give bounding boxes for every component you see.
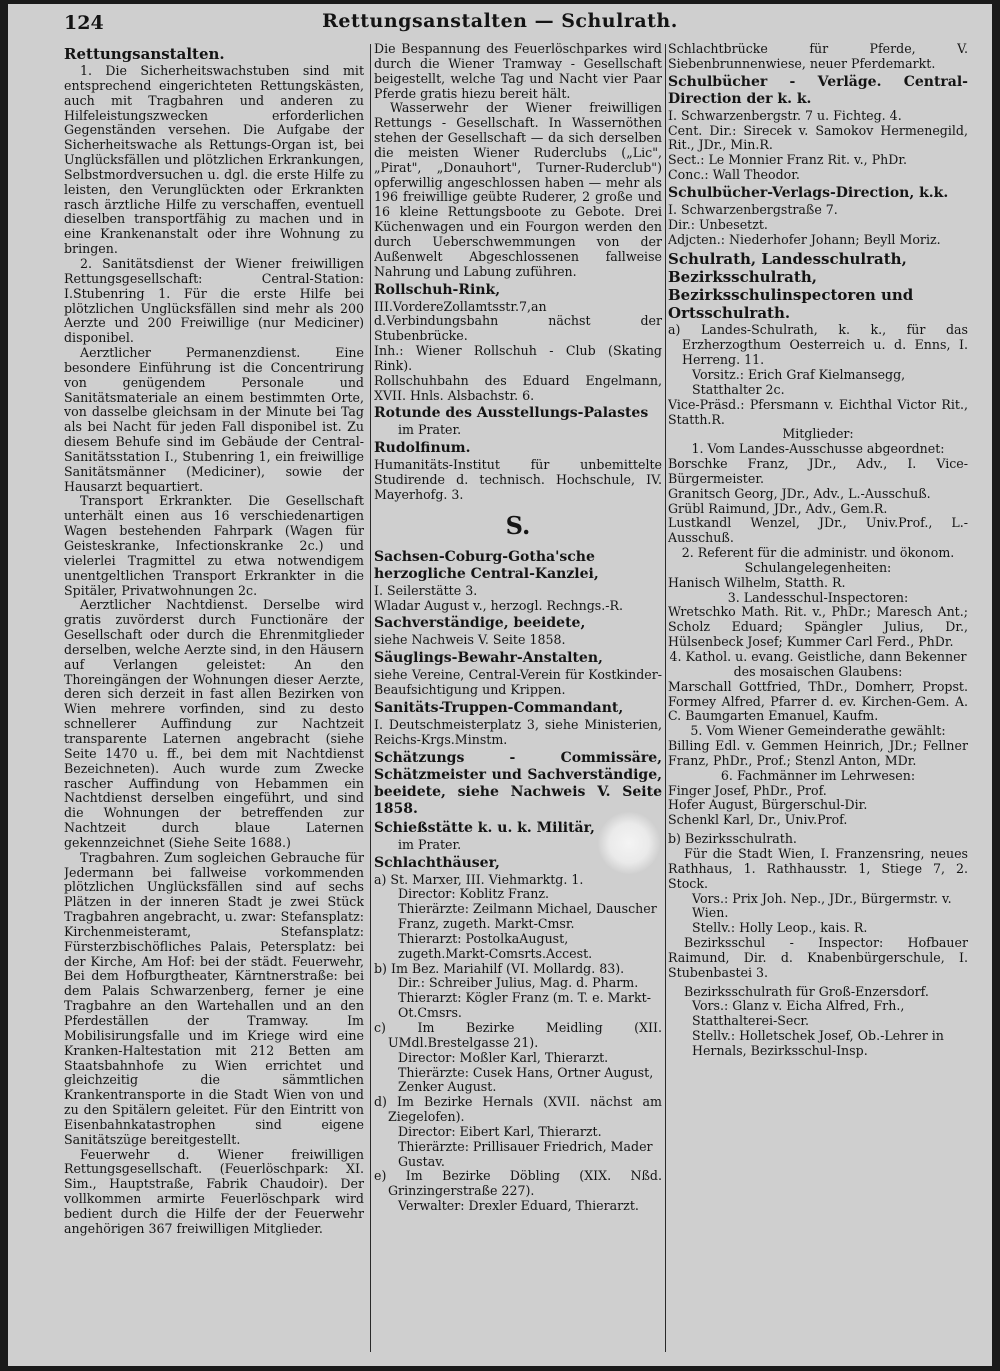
entry-text: Wretschko Math. Rit. v., PhDr.; Maresch Ant.; Scholz Eduard; Spängler Julius, Dr., Hülsenbeck Josef; Kummer Carl Ferd., PhDr. [668, 604, 968, 650]
entry-text: 4. Kathol. u. evang. Geistliche, dann Bekenner des mosaischen Glaubens: [669, 649, 967, 679]
entry-text: Vorsitz.: Erich Graf Kielmansegg, Statthalter 2c. [692, 366, 906, 397]
section-letter: S. [505, 510, 531, 540]
entry-text: Thierärzte: Zeilmann Michael, Dauscher Franz, zugeth. Markt-Cmsr. [398, 901, 657, 932]
entry-text: Borschke Franz, JDr., Adv., I. Vice-Bürgermeister. [668, 456, 968, 486]
entry-text: Mitglieder: [782, 426, 854, 442]
column-middle [374, 42, 662, 1354]
entry-text: Adjcten.: Niederhofer Johann; Beyll Moriz. [668, 231, 941, 247]
paper-stain [598, 812, 660, 874]
entry-text: Für die Stadt Wien, I. Franzensring, neues Rathhaus, 1. Rathhausstr. 1, Stiege 7, 2. Stock. [668, 845, 968, 891]
entry-text: Die Bespannung des Feuerlöschparkes wird durch die Wiener Tramway - Gesellschaft beigestellt, welche Tag und Nacht vier Paar Pferde gratis hiezu bereit hält. [374, 42, 662, 101]
entry-text: Hofer August, Bürgerschul-Dir. [668, 797, 868, 813]
entry-text: 2. Sanitätsdienst der Wiener freiwilligen Rettungsgesellschaft: Central-Station: I.Stubenring 1. Für die erste Hilfe bei plötzlichen Unglücksfällen sind mehr als 200 Aerzte und 200 Freiwillige (nur Mediciner) disponibel. [64, 255, 364, 346]
column-rule [370, 44, 371, 1352]
entry-text: b) Bezirksschulrath. [668, 831, 797, 847]
entry-text: 6. Fachmänner im Lehrwesen: [720, 767, 916, 783]
entry-heading: Sachsen-Coburg-Gotha'sche herzogliche Central-Kanzlei, [374, 548, 599, 582]
entry-text: Director: Moßler Karl, Thierarzt. [398, 1049, 609, 1065]
entry-text: Hanisch Wilhelm, Statth. R. [668, 574, 846, 590]
entry-text: Rollschuhbahn des Eduard Engelmann, XVII. Hnls. Alsbachstr. 6. [374, 372, 662, 403]
entry-text: d) Im Bezirke Hernals (XVII. nächst am Ziegelofen). [374, 1094, 662, 1125]
entry-text: III.VordereZollamtsstr.7,an d.Verbindungsbahn nächst der Stubenbrücke. [374, 298, 662, 344]
entry-text: Wladar August v., herzogl. Rechngs.-R. [374, 597, 623, 613]
entry-text: I. Seilerstätte 3. [374, 582, 478, 598]
page-header [8, 4, 992, 38]
entry-text: siehe Nachweis V. Seite 1858. [374, 632, 566, 648]
column-left [64, 42, 364, 1354]
entry-text: Transport Erkrankter. Die Gesellschaft unterhält einen aus 16 verschiedenartigen Wagen bestehenden Fahrpark (Wagen für Geisteskranke, Infectionskranke 2c.) und vielerlei Tragmittel zu etwa notwendigem unentgeltlichen Transport Erkrankter in die Spitäler, Privatwohnungen 2c. [64, 493, 364, 598]
entry-text: Grübl Raimund, JDr., Adv., Gem.R. [668, 500, 888, 516]
entry-heading: Schulbücher-Verlags-Direction, k.k. [668, 184, 949, 201]
entry-text: im Prater. [398, 836, 462, 852]
entry-heading: Rotunde des Ausstellungs-Palastes [374, 405, 649, 422]
entry-text: Stellv.: Holly Leop., kais. R. [692, 920, 868, 936]
entry-text: Wasserwehr der Wiener freiwilligen Rettungs - Gesellschaft. In Wassernöthen stehen der Gesellschaft — da sich derselben die meisten Wiener Ruderclubs („Lic", „Pirat", „Donauhort", Turner-Ruderclub") opferwillig angeschlossen haben — mehr als 196 freiwillige geübte Ruderer, 2 große und 16 kleine Rettungsboote zu Gebote. Drei Küchenwagen und ein Fourgon werden den durch Ueberschwemmungen von der Außenwelt Abgeschlossenen fallweise Nahrung und Labung zuführen. [374, 100, 662, 279]
entry-text: Billing Edl. v. Gemmen Heinrich, JDr.; Fellner Franz, PhDr., Prof.; Stenzl Anton, MDr. [668, 738, 968, 768]
entry-text: 1. Vom Landes-Ausschusse abgeordnet: [691, 441, 945, 457]
running-head: Rettungsanstalten — Schulrath. [322, 10, 678, 32]
entry-text: Dir.: Schreiber Julius, Mag. d. Pharm. [398, 975, 639, 991]
entry-text: a) Landes-Schulrath, k. k., für das Erzherzogthum Oesterreich u. d. Enns, I. Herreng. 11. [668, 322, 968, 368]
entry-text: Humanitäts-Institut für unbemittelte Studirende d. technisch. Hochschule, IV. Mayerhofg. 3. [374, 457, 662, 502]
entry-text: I. Deutschmeisterplatz 3, siehe Ministerien, Reichs-Krgs.Minstm. [374, 717, 662, 747]
entry-text: Sect.: Le Monnier Franz Rit. v., PhDr. [668, 152, 908, 168]
entry-text: Cent. Dir.: Sirecek v. Samokov Hermenegild, Rit., JDr., Min.R. [668, 122, 968, 153]
entry-heading: Schulrath, Landesschulrath, Bezirksschulrath, Bezirksschulinspectoren und Ortsschulrath. [668, 250, 914, 323]
entry-text: 2. Referent für die administr. und ökonom. Schulangelegenheiten: [681, 545, 955, 575]
entry-text: b) Im Bez. Mariahilf (VI. Mollardg. 83). [374, 960, 625, 976]
entry-text: Feuerwehr d. Wiener freiwilligen Rettungsgesellschaft. (Feuerlöschpark: XI. Sim., Hauptstraße, Fabrik Chaudoir). Der vollkommen armirte Feuerlöschpark wird bedient durch die Hilfe der der Feuerwehr angehörigen 367 freiwilligen Mitglieder. [64, 1146, 364, 1236]
entry-heading: Schätzungs - Commissäre, Schätzmeister und Sachverständige, beeidete, siehe Nachweis V. Seite 1858. [374, 749, 662, 817]
entry-text: Finger Josef, PhDr., Prof. [668, 782, 827, 798]
entry-text: Bezirksschulrath für Groß-Enzersdorf. [684, 983, 929, 999]
entry-text: e) Im Bezirke Döbling (XIX. Nßd. Grinzingerstraße 227). [374, 1168, 662, 1199]
entry-text: a) St. Marxer, III. Viehmarktg. 1. [374, 871, 584, 887]
entry-text: 5. Vom Wiener Gemeinderathe gewählt: [690, 723, 946, 739]
entry-text: siehe Vereine, Central-Verein für Kostkinder-Beaufsichtigung und Krippen. [374, 667, 662, 698]
entry-text: Thierarzt: PostolkaAugust, zugeth.Markt-Comsrts.Accest. [398, 930, 593, 961]
entry-text: Dir.: Unbesetzt. [668, 216, 768, 232]
entry-text: Bezirksschul - Inspector: Hofbauer Raimund, Dir. d. Knabenbürgerschule, I. Stubenbastei 3. [668, 935, 968, 980]
entry-text: 1. Die Sicherheitswachstuben sind mit entsprechend eingerichteten Rettungskästen, auch mit Tragbahren und anderen zu Hilfeleistungszwecken erforderlichen Gegenständen versehen. Die Aufgabe der Sicherheitswache als Rettungs-Organ ist, bei Unglücksfällen und plötzlichen Erkrankungen, Selbstmordversuchen u. dgl. die erste Hilfe zu leisten, den Verunglückten oder Erkrankten rasch ärztliche Hilfe zu verschaffen, eventuell dieselben transportfähig zu machen und in eine Krankenanstalt oder ihre Wohnung zu bringen. [64, 63, 364, 257]
entry-text: Director: Koblitz Franz. [398, 886, 550, 902]
entry-heading: Schulbücher - Verläge. Central-Direction der k. k. [668, 73, 968, 107]
entry-heading: Schlachthäuser, [374, 854, 500, 871]
entry-text: Thierärzte: Prillisauer Friedrich, Mader Gustav. [398, 1138, 653, 1169]
entry-text: Aerztlicher Permanenzdienst. Eine besondere Einführung ist die Concentrirung von genügendem Personale und Sanitätsmateriale an einem bestimmten Orte, von dasselbe gleichsam in der Minute bei Tag als bei Nacht für jeden Fall disponibel ist. Zu diesem Behufe sind im Gebäude der Central-Sanitätsstation I., Stubenring 1, ein freiwillige Sanitätsmänner (Mediciner), sowie der Hausarzt bequartiert. [64, 345, 364, 494]
entry-text: I. Schwarzenbergstraße 7. [668, 201, 838, 217]
entry-heading: Rollschuh-Rink, [374, 281, 501, 298]
document-page [8, 4, 992, 1366]
entry-text: Granitsch Georg, JDr., Adv., L.-Ausschuß. [668, 485, 931, 501]
entry-text: im Prater. [398, 422, 462, 438]
entry-text: Schlachtbrücke für Pferde, V. Siebenbrunnenwiese, neuer Pferdemarkt. [668, 42, 968, 71]
column-right [668, 42, 968, 1354]
entry-text: Vice-Präsd.: Pfersmann v. Eichthal Victor Rit., Statth.R. [668, 396, 968, 427]
entry-heading: Schießstätte k. u. k. Militär, [374, 819, 595, 836]
entry-text: Thierärzte: Cusek Hans, Ortner August, Zenker August. [398, 1064, 654, 1095]
entry-text: Inh.: Wiener Rollschuh - Club (Skating Rink). [374, 343, 662, 373]
entry-text: Verwalter: Drexler Eduard, Thierarzt. [398, 1198, 639, 1214]
entry-text: Director: Eibert Karl, Thierarzt. [398, 1123, 602, 1139]
entry-heading: Sanitäts-Truppen-Commandant, [374, 700, 624, 716]
entry-text: c) Im Bezirke Meidling (XII. UMdl.Brestelgasse 21). [374, 1019, 662, 1050]
entry-text: I. Schwarzenbergstr. 7 u. Fichteg. 4. [668, 107, 902, 123]
entry-heading: Sachverständige, beeidete, [374, 615, 586, 632]
page-number: 124 [64, 12, 104, 34]
entry-text: Marschall Gottfried, ThDr., Domherr, Propst. Formey Alfred, Pfarrer d. ev. Kirchen-Gem. A. C. Baumgarten Emanuel, Kaufm. [668, 678, 968, 724]
entry-heading: Säuglings-Bewahr-Anstalten, [374, 650, 603, 667]
entry-text: Vors.: Glanz v. Eicha Alfred, Frh., Statthalterei-Secr. [692, 998, 905, 1029]
entry-text: Lustkandl Wenzel, JDr., Univ.Prof., L.-Ausschuß. [668, 515, 968, 546]
entry-text: Tragbahren. Zum sogleichen Gebrauche für Jedermann bei fallweise vorkommenden plötzlichen Unglücksfällen sind auf sechs Plätzen in der inneren Stadt je zwei Stück Tragbahren angebracht, u. zwar: Stefansplatz: Kirchenmeisteramt, Stefansplatz: Fürsterzbischöfliches Palais, Petersplatz: bei der Kirche, Am Hof: bei der städt. Feuerwehr, Bei dem Hofburgtheater, Kärntnerstraße: bei dem Palais Schwarzenberg, ferner je eine Tragbahre an den Wartehallen und an den Pferdeställen der Tramway. Im Mobilisirungsfalle und im Kriege wird eine Kranken-Haltestation mit 212 Betten am Staatsbahnhofe zu Wien errichtet und gleichzeitig die sämmtlichen Krankentransporte in die Stadt Wien von und zu den Spitälern geleitet. Für den Eintritt von Eisenbahnkatastrophen sind eigene Sanitätszüge bereitgestellt. [64, 849, 364, 1147]
entry-text: Vors.: Prix Joh. Nep., JDr., Bürgermstr. v. Wien. [692, 890, 952, 921]
entry-heading: Rettungsanstalten. [64, 45, 225, 63]
entry-text: Schenkl Karl, Dr., Univ.Prof. [668, 812, 848, 828]
entry-heading: Rudolfinum. [374, 440, 471, 457]
entry-text: 3. Landesschul-Inspectoren: [727, 589, 909, 605]
entry-text: Stellv.: Holletschek Josef, Ob.-Lehrer in Hernals, Bezirksschul-Insp. [692, 1028, 944, 1058]
entry-text: Thierarzt: Kögler Franz (m. T. e. Markt-Ot.Cmsrs. [398, 990, 651, 1021]
column-rule [665, 44, 666, 1352]
entry-text: Aerztlicher Nachtdienst. Derselbe wird gratis zuvörderst durch Functionäre der Gesellschaft oder durch die Ehrenmitglieder derselben, welche Aerzte sind, in den Häusern auf Verlangen geleistet: An den Thoreingängen der Wohnungen dieser Aerzte, deren sich derzeit in fast allen Bezirken von Wien mehrere vorfinden, sind zu desto schnellerer Auffindung zur Nachtzeit transparente Laternen angebracht (siehe Seite 1470 u. ff., bei dem mit Nachtdienst Bezeichneten). Auch wurde zum Zwecke rascher Auffindung von Hebammen ein Nachtdienst derselben eingeführt, und sind die Wohnungen der betreffenden zur Nachtzeit durch blaue Laternen gekennzeichnet (Siehe Seite 1688.) [64, 597, 364, 850]
entry-text: Conc.: Wall Theodor. [668, 167, 800, 183]
